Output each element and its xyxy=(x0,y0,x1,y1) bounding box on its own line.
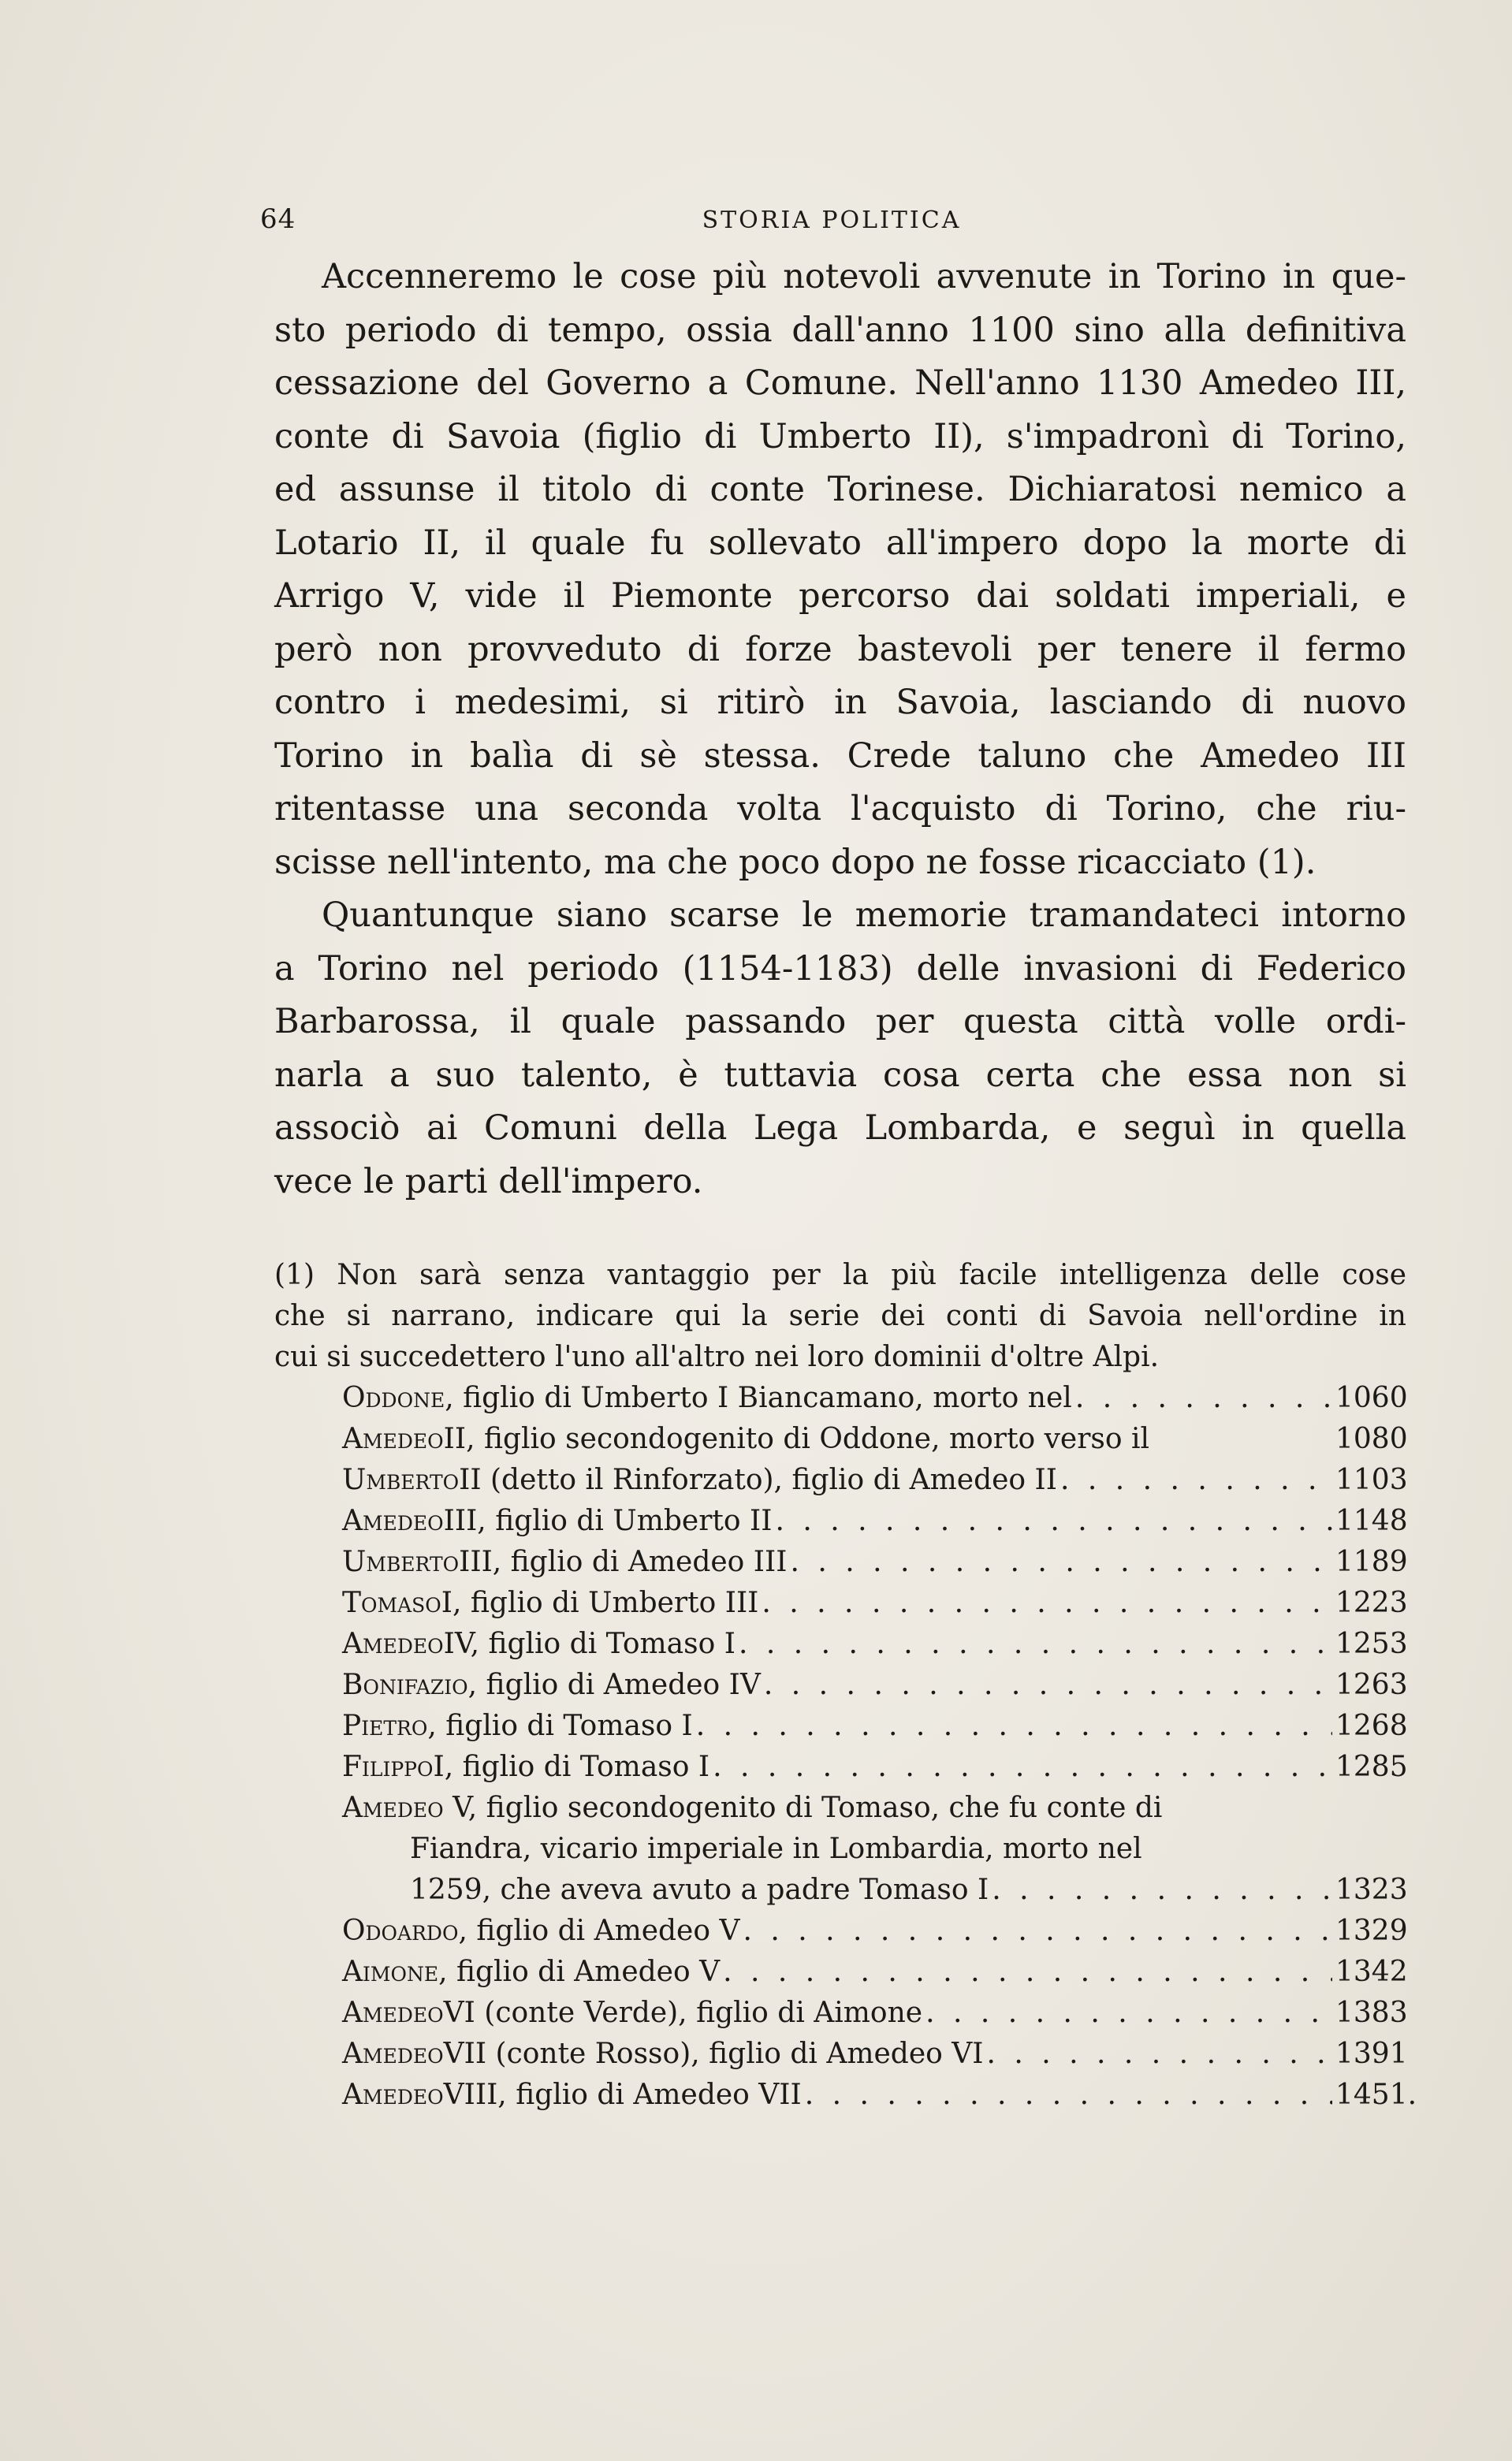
list-item xyxy=(274,1542,1406,1583)
death-year: 1148 xyxy=(1335,1505,1408,1537)
body-line: Quantunque siano scarse le memorie tramandateci intorno xyxy=(322,895,1406,935)
death-year: 1268 xyxy=(1335,1710,1408,1742)
count-description: VI (conte Verde), figlio di Aimone xyxy=(443,1997,923,2029)
list-item xyxy=(274,1501,1406,1542)
count-description: , figlio di Umberto I Biancamano, morto nel xyxy=(445,1382,1072,1414)
list-item xyxy=(274,1624,1406,1665)
count-name: Amedeo xyxy=(342,2038,444,2070)
death-year: 1391 xyxy=(1335,2038,1408,2070)
footnote-line: (1) Non sarà senza vantaggio per la più facile intelligenza delle cose xyxy=(274,1259,1406,1291)
body-line: associò ai Comuni della Lega Lombarda, e seguì in quella xyxy=(274,1108,1406,1148)
list-item xyxy=(274,1747,1406,1788)
count-name: Umberto xyxy=(342,1546,460,1578)
list-item xyxy=(274,1419,1406,1460)
count-description: V, figlio secondogenito di Tomaso, che fu conte di xyxy=(443,1792,1163,1824)
page-header xyxy=(260,203,1403,243)
count-name: Pietro xyxy=(342,1710,428,1742)
death-year: 1323 xyxy=(1335,1874,1408,1906)
death-year: 1223 xyxy=(1335,1587,1408,1619)
list-item xyxy=(274,2034,1406,2075)
counts-list xyxy=(274,1378,1417,2116)
count-name: Amedeo xyxy=(342,2079,444,2111)
count-description: , figlio di Tomaso I xyxy=(427,1710,693,1742)
count-name: Amedeo xyxy=(342,1505,444,1537)
body-line: Accenneremo le cose più notevoli avvenute in Torino in que- xyxy=(322,257,1406,296)
count-name: Amedeo xyxy=(342,1423,444,1455)
count-description-continued: Fiandra, vicario imperiale in Lombardia, morto nel xyxy=(410,1833,1142,1865)
body-line: ritentasse una seconda volta l'acquisto di Torino, che riu- xyxy=(274,789,1406,828)
count-name: Bonifazio xyxy=(342,1669,468,1701)
count-name: Aimone xyxy=(342,1956,439,1988)
list-item xyxy=(274,1911,1406,1952)
death-year: 1342 xyxy=(1335,1956,1408,1988)
main-body-text xyxy=(274,251,1406,1208)
body-line: contro i medesimi, si ritirò in Savoia, lasciando di nuovo xyxy=(274,683,1406,722)
list-item xyxy=(274,1460,1406,1501)
page-number: 64 xyxy=(260,203,296,235)
count-name: Amedeo xyxy=(342,1628,444,1660)
count-description: VIII, figlio di Amedeo VII xyxy=(443,2079,802,2111)
body-line: conte di Savoia (figlio di Umberto II), s'impadronì di Torino, xyxy=(274,416,1406,456)
body-line: Arrigo V, vide il Piemonte percorso dai soldati imperiali, e xyxy=(274,576,1406,616)
count-name: Umberto xyxy=(342,1464,460,1496)
body-line: narla a suo talento, è tuttavia cosa certa che essa non si xyxy=(274,1055,1406,1095)
list-item xyxy=(274,1378,1406,1419)
count-name: Tomaso xyxy=(342,1587,441,1619)
running-head: STORIA POLITICA xyxy=(702,207,962,234)
count-name: Oddone xyxy=(342,1382,445,1414)
list-item xyxy=(274,1952,1406,1993)
body-line: però non provveduto di forze bastevoli per tenere il fermo xyxy=(274,629,1406,669)
count-description: , figlio di Amedeo V xyxy=(438,1956,721,1988)
body-line: cessazione del Governo a Comune. Nell'anno 1130 Amedeo III, xyxy=(274,363,1406,403)
list-item xyxy=(274,1788,1406,1911)
count-description: , figlio di Amedeo IV xyxy=(467,1669,761,1701)
footnote-block xyxy=(274,1255,1417,2116)
list-item xyxy=(274,1665,1406,1706)
count-description: I, figlio di Umberto III xyxy=(441,1587,759,1619)
death-year: 1189 xyxy=(1335,1546,1408,1578)
death-year: 1103 xyxy=(1335,1464,1408,1496)
count-description: VII (conte Rosso), figlio di Amedeo VI xyxy=(443,2038,984,2070)
count-name: Amedeo xyxy=(342,1792,444,1824)
count-name: Odoardo xyxy=(342,1915,459,1947)
death-year: 1285 xyxy=(1335,1751,1408,1783)
death-year: 1080 xyxy=(1335,1423,1408,1455)
list-item xyxy=(274,2075,1417,2116)
list-item xyxy=(274,1583,1406,1624)
body-line: Lotario II, il quale fu sollevato all'impero dopo la morte di xyxy=(274,523,1406,563)
body-line: Barbarossa, il quale passando per questa città volle ordi- xyxy=(274,1002,1406,1041)
death-year: 1060 xyxy=(1335,1382,1408,1414)
count-description: III, figlio di Umberto II xyxy=(443,1505,773,1537)
death-year: 1263 xyxy=(1335,1669,1408,1701)
footnote-intro xyxy=(274,1255,1406,1378)
count-name: Amedeo xyxy=(342,1997,444,2029)
body-line: vece le parti dell'impero. xyxy=(274,1161,703,1201)
count-description: II (detto il Rinforzato), figlio di Amedeo II xyxy=(459,1464,1057,1496)
death-year: 1383 xyxy=(1335,1997,1408,2029)
count-description: I, figlio di Tomaso I xyxy=(433,1751,710,1783)
list-item xyxy=(274,1993,1406,2034)
count-description: III, figlio di Amedeo III xyxy=(459,1546,788,1578)
body-line: scisse nell'intento, ma che poco dopo ne fosse ricacciato (1). xyxy=(274,842,1316,882)
body-line: sto periodo di tempo, ossia dall'anno 1100 sino alla definitiva xyxy=(274,310,1406,350)
body-line: ed assunse il titolo di conte Torinese. Dichiaratosi nemico a xyxy=(274,470,1406,509)
count-name: Filippo xyxy=(342,1751,434,1783)
death-year: 1451. xyxy=(1335,2079,1417,2111)
list-item xyxy=(274,1706,1406,1747)
count-description: II, figlio secondogenito di Oddone, morto verso il xyxy=(443,1423,1150,1455)
count-description: IV, figlio di Tomaso I xyxy=(443,1628,736,1660)
body-line: Torino in balìa di sè stessa. Crede taluno che Amedeo III xyxy=(274,735,1406,776)
death-year: 1329 xyxy=(1335,1915,1408,1947)
death-year: 1253 xyxy=(1335,1628,1408,1660)
body-line: a Torino nel periodo (1154-1183) delle invasioni di Federico xyxy=(274,948,1406,988)
count-description-continued: 1259, che aveva avuto a padre Tomaso I xyxy=(410,1874,989,1906)
count-description: , figlio di Amedeo V xyxy=(458,1915,740,1947)
footnote-line: che si narrano, indicare qui la serie dei conti di Savoia nell'ordine in xyxy=(274,1300,1406,1332)
footnote-line: cui si succedettero l'uno all'altro nei loro dominii d'oltre Alpi. xyxy=(274,1341,1160,1373)
